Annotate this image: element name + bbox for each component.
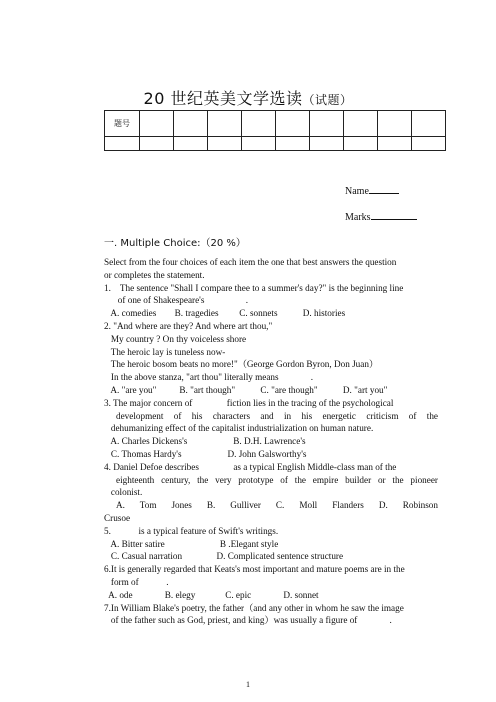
text-line: 1. The sentence "Shall I compare thee to a summer's day?" is the beginning line (104, 282, 404, 293)
text-line: A. "are you" B. "art though" C. "are though" D. "art you" (104, 384, 388, 395)
text-line: 6.It is generally regarded that Keats's most important and mature poems are in the (104, 564, 405, 575)
marks-label: Marks (345, 212, 371, 223)
score-cell (276, 137, 310, 151)
score-cell (344, 111, 378, 137)
text-line: eighteenth century, the very prototype of the empire builder or the pioneer (116, 474, 438, 485)
score-cell (344, 137, 378, 151)
name-label: Name (345, 186, 369, 197)
score-cell (276, 111, 310, 137)
question-body (104, 256, 438, 627)
text-line: C. Casual narration D. Complicated sentence structure (104, 551, 344, 562)
score-cell (140, 111, 174, 137)
name-blank (369, 184, 399, 194)
score-cell (105, 137, 140, 151)
text-line: 5. is a typical feature of Swift's writings. (104, 525, 279, 536)
marks-blank (371, 210, 417, 220)
score-cell (412, 137, 446, 151)
score-cell (242, 111, 276, 137)
score-cell (242, 137, 276, 151)
exam-title (0, 86, 496, 109)
text-line: dehumanizing effect of the capitalist industrialization on human nature. (104, 423, 374, 434)
score-table (104, 110, 446, 151)
text-line: A. comedies B. tragedies C. sonnets D. histories (104, 308, 346, 319)
text-line: A. Charles Dickens's B. D.H. Lawrence's (104, 436, 306, 447)
text-line: 3. The major concern of fiction lies in the tracing of the psychological (104, 397, 394, 408)
score-table-header-row (105, 111, 446, 137)
score-table-label: 题号 (105, 111, 140, 137)
marks-field (345, 210, 417, 223)
exam-title-main: 20 世纪英美文学选读 (143, 89, 303, 108)
text-line: My country ? On thy voiceless shore (104, 333, 247, 344)
score-cell (412, 111, 446, 137)
score-cell (378, 137, 412, 151)
score-cell (174, 111, 208, 137)
score-cell (174, 137, 208, 151)
text-line: A. ode B. elegy C. epic D. sonnet (104, 589, 319, 600)
score-cell (378, 111, 412, 137)
text-line: of the father such as God, priest, and king）was usually a figure of . (104, 615, 392, 626)
page-number: 1 (246, 680, 250, 689)
text-line: 2. "And where are they? And where art thou," (104, 320, 273, 331)
text-line: 4. Daniel Defoe describes as a typical English Middle-class man of the (104, 461, 397, 472)
score-table-score-row (105, 137, 446, 151)
text-line: The heroic lay is tuneless now- (104, 346, 226, 357)
text-line: Select from the four choices of each item the one that best answers the question (104, 257, 397, 267)
score-cell (140, 137, 174, 151)
text-line: Crusoe (104, 512, 131, 523)
text-line: A. Bitter satire B .Elegant style (104, 538, 279, 549)
text-line: In the above stanza, "art thou" literally means . (104, 372, 314, 383)
text-line: The heroic bosom beats no more!"（George Gordon Byron, Don Juan） (104, 359, 379, 370)
text-line: C. Thomas Hardy's D. John Galsworthy's (104, 448, 307, 459)
section-heading: 一. Multiple Choice:（20 %） (104, 238, 246, 249)
text-line: A. Tom Jones B. Gulliver C. Moll Flanders D. Robinson (116, 500, 438, 511)
text-line: development of his characters and in his energetic criticism of the (116, 410, 438, 421)
exam-title-subtitle: （试题） (302, 93, 353, 107)
text-line: of one of Shakespeare's . (104, 295, 249, 306)
text-line: colonist. (104, 487, 143, 498)
score-cell (310, 137, 344, 151)
score-cell (208, 137, 242, 151)
text-line: 7.In William Blake's poetry, the father（and any other in whom he saw the image (104, 602, 404, 613)
score-cell (310, 111, 344, 137)
text-line: form of . (104, 576, 169, 587)
text-line: or completes the statement. (104, 269, 205, 280)
name-field (345, 184, 399, 197)
score-cell (208, 111, 242, 137)
